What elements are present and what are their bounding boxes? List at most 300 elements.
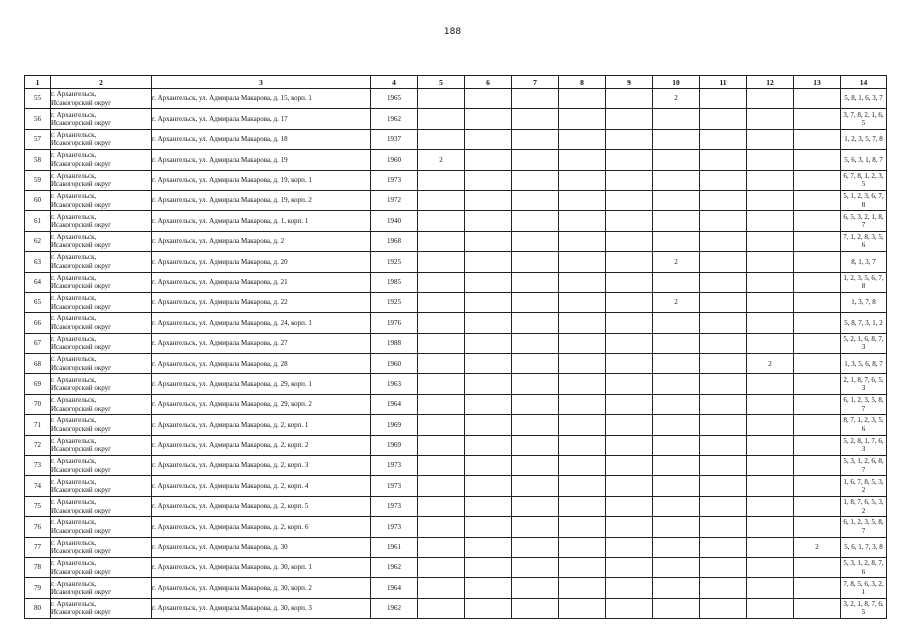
table-row [25,456,887,476]
year-cell: 1973 [371,476,418,496]
table-row [25,190,887,210]
mark-cell-col-6 [465,598,512,618]
table-row [25,415,887,435]
mark-cell-col-8 [559,476,606,496]
mark-cell-col-12 [747,89,794,109]
mark-cell-col-7 [512,517,559,537]
year-cell: 1969 [371,415,418,435]
district-cell [51,374,152,394]
address-cell: г. Архангельск, ул. Адмирала Макарова, д. 2, корп. 4 [152,476,371,496]
row-number-cell: 68 [25,354,51,374]
mark-cell-col-11 [700,496,747,516]
district-line: Исакогорский округ [51,200,112,209]
mark-cell-col-6 [465,109,512,129]
mark-cell-col-8 [559,211,606,231]
row-number-cell: 62 [25,231,51,251]
city-line: г. Архангельск, [51,212,97,221]
row-number-cell: 74 [25,476,51,496]
mark-cell-col-8 [559,394,606,414]
mark-cell-col-12 [747,211,794,231]
mark-cell-col-5 [418,231,465,251]
column-header-7: 7 [512,76,559,89]
district-cell [51,231,152,251]
district-line: Исакогорский округ [51,302,112,311]
mark-cell-col-8 [559,354,606,374]
mark-cell-col-8 [559,415,606,435]
page-number: 188 [443,27,462,37]
mark-cell-col-6 [465,313,512,333]
mark-cell-col-12: 2 [747,354,794,374]
mark-cell-col-13 [794,435,841,455]
mark-cell-col-7 [512,313,559,333]
district-line: Исакогорский округ [51,486,112,495]
table-row [25,557,887,577]
address-cell: г. Архангельск, ул. Адмирала Макарова, д. 2, корп. 3 [152,456,371,476]
year-cell: 1925 [371,292,418,312]
row-number-cell: 67 [25,333,51,353]
table-header-row [25,76,887,89]
sequence-cell: 5, 2, 1, 6, 8, 7, 3 [841,333,887,353]
mark-cell-col-5 [418,476,465,496]
mark-cell-col-10 [653,109,700,129]
city-line: г. Архангельск, [51,538,97,547]
column-header-6: 6 [465,76,512,89]
district-cell [51,211,152,231]
sequence-cell: 5, 8, 7, 3, 1, 2 [841,313,887,333]
address-cell: г. Архангельск, ул. Адмирала Макарова, д. 2, корп. 6 [152,517,371,537]
district-cell [51,354,152,374]
address-cell: г. Архангельск, ул. Адмирала Макарова, д. 28 [152,354,371,374]
mark-cell-col-6 [465,578,512,598]
mark-cell-col-6 [465,170,512,190]
address-cell: г. Архангельск, ул. Адмирала Макарова, д. 2, корп. 2 [152,435,371,455]
year-cell: 1973 [371,456,418,476]
mark-cell-col-8 [559,170,606,190]
address-cell: г. Архангельск, ул. Адмирала Макарова, д. 22 [152,292,371,312]
sequence-cell: 5, 1, 2, 3, 6, 7, 8 [841,190,887,210]
mark-cell-col-12 [747,190,794,210]
mark-cell-col-7 [512,231,559,251]
mark-cell-col-9 [606,415,653,435]
table-row [25,109,887,129]
mark-cell-col-11 [700,150,747,170]
district-line: Исакогорский округ [51,322,112,331]
mark-cell-col-9 [606,211,653,231]
mark-cell-col-12 [747,272,794,292]
district-cell [51,333,152,353]
city-line: г. Архангельск, [51,436,97,445]
mark-cell-col-12 [747,496,794,516]
mark-cell-col-10: 2 [653,292,700,312]
mark-cell-col-8 [559,557,606,577]
sequence-cell: 6, 1, 2, 3, 5, 8, 7 [841,517,887,537]
district-line: Исакогорский округ [51,221,112,230]
district-line: Исакогорский округ [51,119,112,128]
district-line: Исакогорский округ [51,424,112,433]
address-cell: г. Архангельск, ул. Адмирала Макарова, д. 30 [152,537,371,557]
district-line: Исакогорский округ [51,180,112,189]
mark-cell-col-8 [559,435,606,455]
mark-cell-col-10 [653,578,700,598]
table-row [25,578,887,598]
address-cell: г. Архангельск, ул. Адмирала Макарова, д. 1, корп. 1 [152,211,371,231]
address-cell: г. Архангельск, ул. Адмирала Макарова, д. 30, корп. 2 [152,578,371,598]
table-row [25,333,887,353]
mark-cell-col-12 [747,231,794,251]
mark-cell-col-7 [512,598,559,618]
year-cell: 1963 [371,374,418,394]
mark-cell-col-11 [700,313,747,333]
district-cell [51,150,152,170]
mark-cell-col-10: 2 [653,252,700,272]
mark-cell-col-13 [794,496,841,516]
mark-cell-col-13 [794,354,841,374]
district-line: Исакогорский округ [51,159,112,168]
city-line: г. Архангельск, [51,253,97,262]
table-row [25,150,887,170]
mark-cell-col-11 [700,394,747,414]
mark-cell-col-10 [653,272,700,292]
mark-cell-col-7 [512,557,559,577]
year-cell: 1940 [371,211,418,231]
mark-cell-col-12 [747,415,794,435]
mark-cell-col-13 [794,231,841,251]
address-cell: г. Архангельск, ул. Адмирала Макарова, д. 19, корп. 2 [152,190,371,210]
row-number-cell: 77 [25,537,51,557]
district-line: Исакогорский округ [51,506,112,515]
address-cell: г. Архангельск, ул. Адмирала Макарова, д. 24, корп. 1 [152,313,371,333]
mark-cell-col-9 [606,517,653,537]
sequence-cell: 6, 1, 2, 3, 5, 8, 7 [841,394,887,414]
city-line: г. Архангельск, [51,294,97,303]
district-cell [51,190,152,210]
column-header-5: 5 [418,76,465,89]
row-number-cell: 80 [25,598,51,618]
mark-cell-col-12 [747,109,794,129]
sequence-cell: 5, 3, 1, 2, 6, 8, 7 [841,456,887,476]
mark-cell-col-8 [559,333,606,353]
mark-cell-col-10 [653,456,700,476]
mark-cell-col-9 [606,129,653,149]
mark-cell-col-10 [653,415,700,435]
mark-cell-col-6 [465,354,512,374]
mark-cell-col-7 [512,129,559,149]
sequence-cell: 2, 1, 8, 7, 6, 5, 3 [841,374,887,394]
year-cell: 1976 [371,313,418,333]
mark-cell-col-9 [606,190,653,210]
mark-cell-col-6 [465,231,512,251]
city-line: г. Архангельск, [51,518,97,527]
district-cell [51,415,152,435]
district-line: Исакогорский округ [51,98,112,107]
mark-cell-col-6 [465,374,512,394]
mark-cell-col-6 [465,394,512,414]
mark-cell-col-5 [418,456,465,476]
district-cell [51,476,152,496]
row-number-cell: 76 [25,517,51,537]
district-cell [51,109,152,129]
mark-cell-col-11 [700,537,747,557]
column-header-11: 11 [700,76,747,89]
table-row [25,394,887,414]
district-cell [51,496,152,516]
table-row [25,496,887,516]
mark-cell-col-7 [512,435,559,455]
column-header-14: 14 [841,76,887,89]
mark-cell-col-11 [700,89,747,109]
row-number-cell: 60 [25,190,51,210]
mark-cell-col-13 [794,476,841,496]
district-cell [51,456,152,476]
sequence-cell: 3, 7, 8, 2, 1, 6, 5 [841,109,887,129]
mark-cell-col-6 [465,190,512,210]
district-cell [51,292,152,312]
mark-cell-col-9 [606,394,653,414]
sequence-cell: 5, 8, 1, 6, 3, 7 [841,89,887,109]
mark-cell-col-9 [606,231,653,251]
year-cell: 1962 [371,598,418,618]
mark-cell-col-13 [794,272,841,292]
sequence-cell: 1, 3, 5, 6, 8, 7 [841,354,887,374]
mark-cell-col-8 [559,190,606,210]
city-line: г. Архангельск, [51,396,97,405]
year-cell: 1968 [371,231,418,251]
mark-cell-col-8 [559,252,606,272]
city-line: г. Архангельск, [51,599,97,608]
mark-cell-col-10 [653,517,700,537]
table-row [25,476,887,496]
mark-cell-col-12 [747,456,794,476]
mark-cell-col-11 [700,435,747,455]
mark-cell-col-7 [512,476,559,496]
district-line: Исакогорский округ [51,588,112,597]
sequence-cell: 7, 8, 5, 6, 3, 2, 1 [841,578,887,598]
mark-cell-col-13 [794,456,841,476]
year-cell: 1937 [371,129,418,149]
mark-cell-col-10 [653,374,700,394]
district-cell [51,517,152,537]
mark-cell-col-9 [606,272,653,292]
mark-cell-col-7 [512,333,559,353]
mark-cell-col-9 [606,170,653,190]
mark-cell-col-10 [653,190,700,210]
district-line: Исакогорский округ [51,139,112,148]
housing-registry-table [24,75,887,619]
mark-cell-col-13 [794,333,841,353]
row-number-cell: 61 [25,211,51,231]
mark-cell-col-12 [747,170,794,190]
city-line: г. Архангельск, [51,498,97,506]
district-line: Исакогорский округ [51,282,112,291]
row-number-cell: 59 [25,170,51,190]
mark-cell-col-9 [606,476,653,496]
mark-cell-col-13 [794,109,841,129]
mark-cell-col-6 [465,537,512,557]
mark-cell-col-9 [606,598,653,618]
city-line: г. Архангельск, [51,273,97,282]
year-cell: 1962 [371,109,418,129]
row-number-cell: 58 [25,150,51,170]
mark-cell-col-10 [653,394,700,414]
mark-cell-col-7 [512,456,559,476]
row-number-cell: 69 [25,374,51,394]
mark-cell-col-6 [465,89,512,109]
mark-cell-col-12 [747,517,794,537]
address-cell: г. Архангельск, ул. Адмирала Макарова, д. 30, корп. 3 [152,598,371,618]
district-line: Исакогорский округ [51,241,112,250]
mark-cell-col-7 [512,415,559,435]
mark-cell-col-13: 2 [794,537,841,557]
mark-cell-col-13 [794,578,841,598]
mark-cell-col-5 [418,190,465,210]
city-line: г. Архангельск, [51,416,97,425]
mark-cell-col-9 [606,252,653,272]
row-number-cell: 72 [25,435,51,455]
mark-cell-col-11 [700,231,747,251]
city-line: г. Архангельск, [51,559,97,568]
mark-cell-col-8 [559,598,606,618]
mark-cell-col-5 [418,598,465,618]
table-row [25,170,887,190]
sequence-cell: 6, 7, 8, 1, 2, 3, 5 [841,170,887,190]
mark-cell-col-13 [794,415,841,435]
address-cell: г. Архангельск, ул. Адмирала Макарова, д. 2, корп. 1 [152,415,371,435]
district-line: Исакогорский округ [51,547,112,556]
mark-cell-col-13 [794,557,841,577]
row-number-cell: 71 [25,415,51,435]
district-cell [51,272,152,292]
mark-cell-col-10 [653,598,700,618]
mark-cell-col-12 [747,578,794,598]
address-cell: г. Архангельск, ул. Адмирала Макарова, д. 20 [152,252,371,272]
district-cell [51,252,152,272]
mark-cell-col-6 [465,211,512,231]
mark-cell-col-6 [465,333,512,353]
mark-cell-col-9 [606,557,653,577]
mark-cell-col-6 [465,129,512,149]
year-cell: 1988 [371,333,418,353]
mark-cell-col-12 [747,333,794,353]
column-header-4: 4 [371,76,418,89]
row-number-cell: 63 [25,252,51,272]
address-cell: г. Архангельск, ул. Адмирала Макарова, д. 30, корп. 1 [152,557,371,577]
column-header-3: 3 [152,76,371,89]
sequence-cell: 8, 1, 3, 7 [841,252,887,272]
year-cell: 1962 [371,557,418,577]
city-line: г. Архангельск, [51,151,97,160]
row-number-cell: 73 [25,456,51,476]
sequence-cell: 5, 6, 1, 7, 3, 8 [841,537,887,557]
year-cell: 1960 [371,354,418,374]
mark-cell-col-5 [418,292,465,312]
mark-cell-col-5 [418,435,465,455]
mark-cell-col-10 [653,150,700,170]
mark-cell-col-7 [512,496,559,516]
city-line: г. Архангельск, [51,130,97,139]
mark-cell-col-6 [465,415,512,435]
district-cell [51,435,152,455]
mark-cell-col-7 [512,170,559,190]
mark-cell-col-10 [653,537,700,557]
table-row [25,252,887,272]
mark-cell-col-5 [418,394,465,414]
mark-cell-col-8 [559,150,606,170]
mark-cell-col-6 [465,272,512,292]
mark-cell-col-5 [418,129,465,149]
district-cell [51,129,152,149]
row-number-cell: 55 [25,89,51,109]
mark-cell-col-11 [700,252,747,272]
mark-cell-col-5 [418,89,465,109]
mark-cell-col-8 [559,374,606,394]
row-number-cell: 79 [25,578,51,598]
mark-cell-col-7 [512,89,559,109]
mark-cell-col-6 [465,517,512,537]
district-line: Исакогорский округ [51,343,112,352]
row-number-cell: 57 [25,129,51,149]
city-line: г. Архангельск, [51,171,97,180]
mark-cell-col-5 [418,272,465,292]
mark-cell-col-9 [606,496,653,516]
district-cell [51,598,152,618]
mark-cell-col-5 [418,354,465,374]
mark-cell-col-8 [559,537,606,557]
mark-cell-col-5 [418,496,465,516]
mark-cell-col-10: 2 [653,89,700,109]
table-row [25,292,887,312]
mark-cell-col-13 [794,374,841,394]
mark-cell-col-12 [747,374,794,394]
year-cell: 1964 [371,394,418,414]
sequence-cell: 8, 7, 1, 2, 3, 5, 6 [841,415,887,435]
year-cell: 1973 [371,170,418,190]
mark-cell-col-11 [700,598,747,618]
sequence-cell: 7, 1, 2, 8, 3, 5, 6 [841,231,887,251]
mark-cell-col-9 [606,354,653,374]
mark-cell-col-11 [700,374,747,394]
mark-cell-col-12 [747,313,794,333]
address-cell: г. Архангельск, ул. Адмирала Макарова, д. 29, корп. 1 [152,374,371,394]
district-line: Исакогорский округ [51,608,112,617]
row-number-cell: 75 [25,496,51,516]
district-line: Исакогорский округ [51,526,112,535]
mark-cell-col-12 [747,150,794,170]
city-line: г. Архангельск, [51,457,97,466]
table-row [25,517,887,537]
mark-cell-col-8 [559,292,606,312]
mark-cell-col-10 [653,231,700,251]
mark-cell-col-10 [653,211,700,231]
address-cell: г. Архангельск, ул. Адмирала Макарова, д. 18 [152,129,371,149]
mark-cell-col-9 [606,109,653,129]
city-line: г. Архангельск, [51,192,97,201]
mark-cell-col-6 [465,252,512,272]
mark-cell-col-5 [418,109,465,129]
mark-cell-col-5 [418,170,465,190]
row-number-cell: 64 [25,272,51,292]
mark-cell-col-11 [700,292,747,312]
mark-cell-col-13 [794,150,841,170]
row-number-cell: 70 [25,394,51,414]
mark-cell-col-11 [700,354,747,374]
mark-cell-col-13 [794,292,841,312]
mark-cell-col-10 [653,354,700,374]
address-cell: г. Архангельск, ул. Адмирала Макарова, д. 21 [152,272,371,292]
mark-cell-col-11 [700,190,747,210]
sequence-cell: 1, 8, 7, 6, 5, 3, 2 [841,496,887,516]
year-cell: 1969 [371,435,418,455]
district-line: Исакогорский округ [51,445,112,454]
